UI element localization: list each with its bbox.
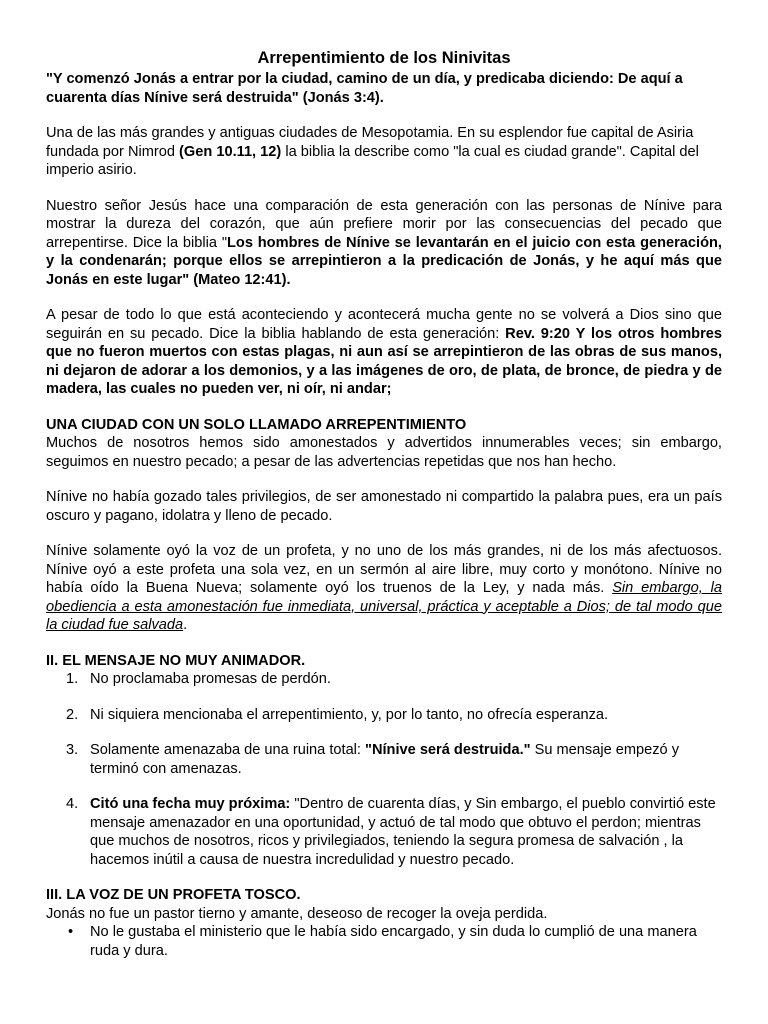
scripture-quote: Rev. 9:20 Y los otros hombres que no fueron muertos con estas plagas, ni aun así se arrepintieron de las obras de sus manos, ni dejaron de adorar a los demonios, y a las imágenes de oro, de plata, de bronce, de piedra y de madera, las cuales no pueden ver, ni oír, ni andar;	[46, 325, 722, 397]
paragraph-text: la biblia la describe como "la cual es ciudad grande". Capital del imperio asirio.	[46, 143, 699, 178]
emphasized-text: Sin embargo, la obediencia a esta amonestación fue inmediata, universal, práctica y aceptable a Dios; de tal modo que la ciudad fue salvada	[46, 580, 722, 633]
list-item	[46, 923, 722, 960]
list-number: 4.	[66, 796, 79, 812]
section-heading-mensaje: II. EL MENSAJE NO MUY ANIMADOR.	[46, 652, 306, 669]
list-item-text: No le gustaba el ministerio que le había sido encargado, y sin duda lo cumplió de una manera ruda y dura.	[90, 924, 697, 959]
paragraph-voz-profeta	[46, 542, 722, 635]
bullet-list	[46, 923, 722, 960]
intro-quote: "Y comenzó Jonás a entrar por la ciudad, camino de un día, y predicaba diciendo: De aquí a cuarenta días Nínive será destruida" (Jonás 3:4).	[46, 71, 683, 106]
paragraph-nineveh-history	[46, 124, 722, 180]
paragraph-text: Una de las más grandes y antiguas ciudades de Mesopotamia. En su esplendor fue capital de Asiria fundada por Nimrod	[46, 125, 694, 160]
section-heading-profeta: III. LA VOZ DE UN PROFETA TOSCO.	[46, 887, 301, 903]
list-item-text: Su mensaje empezó y terminó con amenazas.	[90, 742, 680, 777]
bullet-icon: •	[68, 924, 74, 940]
list-item-text: No proclamaba promesas de perdón.	[90, 671, 331, 687]
list-item-text: Ni siquiera mencionaba el arrepentimiento, y, por lo tanto, no ofrecía esperanza.	[90, 706, 609, 723]
paragraph-text: Nuestro señor Jesús hace una comparación de esta generación con las personas de Nínive para mostrar la dureza del corazón, que aún prefiere morir por las consecuencias del pecado que arrepentirse. Dice la biblia "	[46, 197, 722, 251]
paragraph-privilegios: Nínive no había gozado tales privilegios, de ser amonestado ni compartido la palabra pues, era un país oscuro y pagano, idolatra y lleno de pecado.	[46, 489, 722, 524]
document-title: Arrepentimiento de los Ninivitas	[257, 49, 511, 67]
list-number: 3.	[66, 742, 79, 758]
list-number: 2.	[66, 706, 79, 723]
section-heading-ciudad: UNA CIUDAD CON UN SOLO LLAMADO ARREPENTIMIENTO	[46, 416, 467, 433]
list-item	[46, 741, 722, 778]
paragraph-amonestados: Muchos de nosotros hemos sido amonestados y advertidos innumerables veces; sin embargo, seguimos en nuestro pecado; a pesar de las advertencias repetidas que nos han hecho.	[46, 435, 722, 470]
paragraph-text: .	[183, 617, 188, 633]
paragraph-text: Nínive solamente oyó la voz de un profeta, y no uno de los más grandes, ni de los más afectuosos. Nínive oyó a este profeta una sola vez, en un sermón al aire libre, muy corto y monótono. Nínive no había oído la Buena Nueva; solamente oyó los truenos de la Ley, y nada más.	[46, 543, 722, 596]
list-item	[46, 795, 722, 869]
list-item	[46, 670, 722, 689]
list-item-text: "Dentro de cuarenta días, y Sin embargo, el pueblo convirtió este mensaje amenazador en una oportunidad, y actuó de tal modo que obtuvo el perdon; mientras que muchos de nosotros, ricos y privilegiados, teniendo la segura promesa de salvación , la hacemos inútil a causa de nuestra incredulidad y nuestro pecado.	[90, 796, 716, 868]
list-item-text: Solamente amenazaba de una ruina total:	[90, 742, 366, 758]
numbered-list	[46, 670, 722, 869]
list-number: 1.	[66, 671, 79, 687]
paragraph-jonas: Jonás no fue un pastor tierno y amante, deseoso de recoger la oveja perdida.	[46, 905, 548, 922]
list-item-bold: Citó una fecha muy próxima:	[90, 796, 291, 812]
list-item-bold: "Nínive será destruida."	[365, 742, 531, 758]
paragraph-jesus-comparison	[46, 197, 722, 290]
list-item	[46, 706, 722, 725]
paragraph-generation	[46, 306, 722, 399]
scripture-quote: Los hombres de Nínive se levantarán en el juicio con esta generación, y la condenarán; porque ellos se arrepintieron a la predicación de Jonás, y he aquí más que Jonás en este lugar" (Mateo 12:41).	[46, 234, 722, 288]
scripture-reference: (Gen 10.11, 12)	[179, 143, 282, 160]
paragraph-text: A pesar de todo lo que está aconteciendo y acontecerá mucha gente no se volverá a Dios sino que seguirán en su pecado. Dice la biblia hablando de esta generación:	[46, 307, 722, 342]
